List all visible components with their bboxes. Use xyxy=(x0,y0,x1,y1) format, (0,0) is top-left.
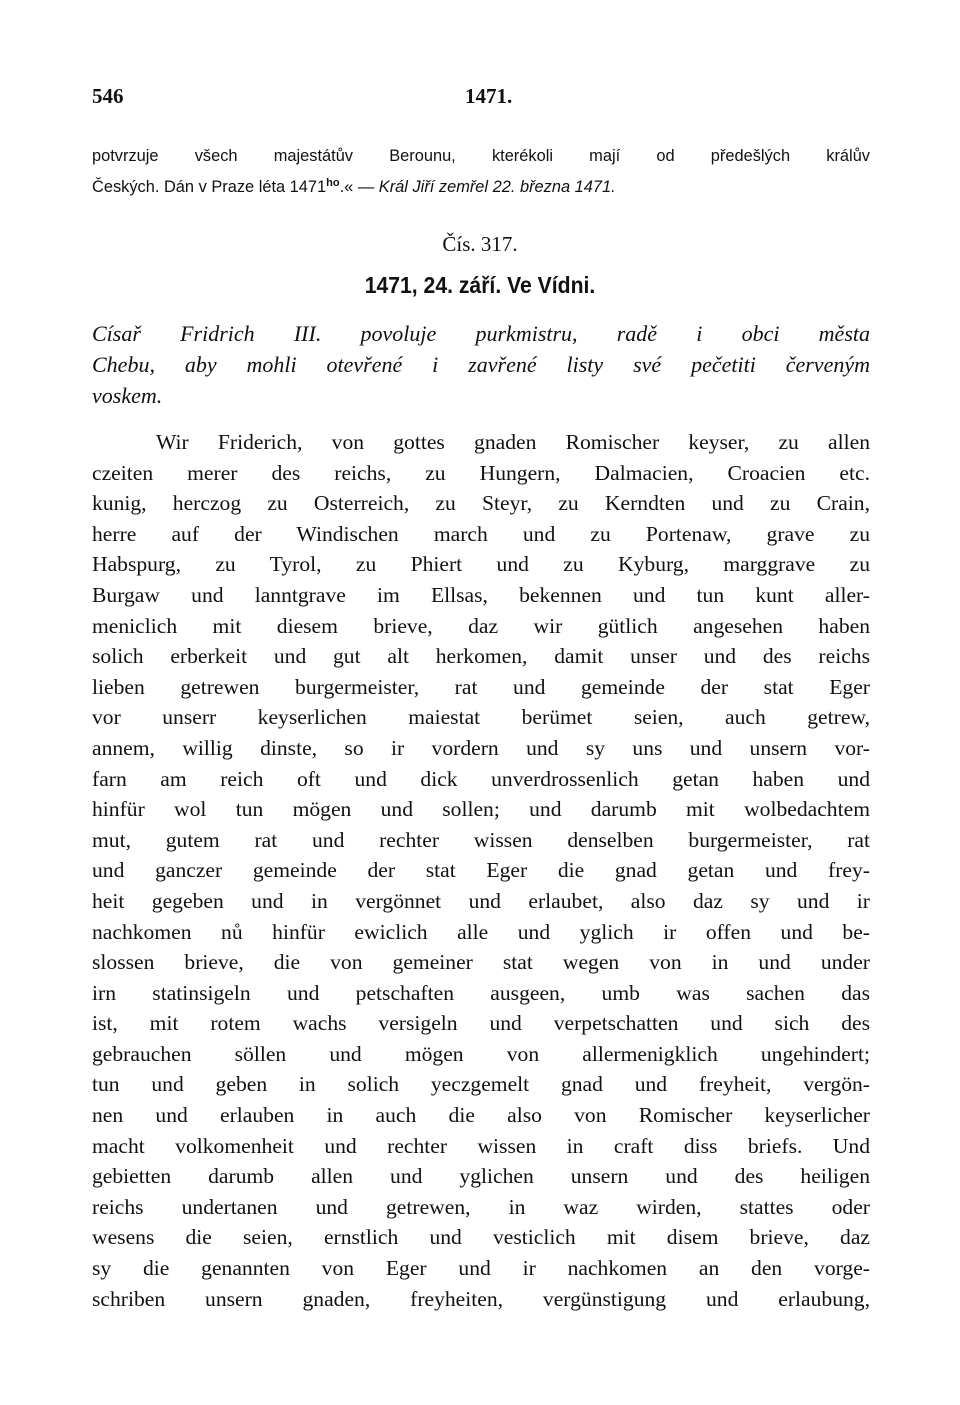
ordinal-suffix: ho xyxy=(326,177,340,189)
summary-line: Císař Fridrich III. povoluje purkmistru, radě i obci města xyxy=(92,321,870,346)
text-line: kunig, herczog zu Osterreich, zu Steyr, zu Kerndten und zu Crain, xyxy=(92,491,870,516)
text-line: annem, willig dinste, so ir vordern und sy uns und unsern vor- xyxy=(92,735,870,760)
document-summary xyxy=(92,318,870,411)
text-line: sy die genannten von Eger und ir nachkomen an den vorge- xyxy=(92,1256,870,1281)
text-line: vor unserr keyserlichen maiestat berümet seien, auch getrew, xyxy=(92,705,870,730)
text-line: herre auf der Windischen march und zu Portenaw, grave zu xyxy=(92,521,870,546)
document-number: Čís. 317. xyxy=(442,232,518,256)
carry-over-line-2-close: .« — xyxy=(339,178,379,196)
text-line: ist, mit rotem wachs versigeln und verpetschatten und sich des xyxy=(92,1011,870,1036)
text-line: nachkomen nů hinfür ewiclich alle und yglich ir offen und be- xyxy=(92,919,870,944)
text-line: nen und erlauben in auch die also von Romischer keyserlicher xyxy=(92,1103,870,1128)
text-line: czeiten merer des reichs, zu Hungern, Dalmacien, Croacien etc. xyxy=(92,460,870,485)
text-line: farn am reich oft und dick unverdrossenlich getan haben und xyxy=(92,766,870,791)
text-line: slossen brieve, die von gemeiner stat wegen von in und under xyxy=(92,950,870,975)
text-line: hinfür wol tun mögen und sollen; und darumb mit wolbedachtem xyxy=(92,797,870,822)
text-line: solich erberkeit und gut alt herkomen, damit unser und des reichs xyxy=(92,644,870,669)
text-line: und ganczer gemeinde der stat Eger die gnad getan und frey- xyxy=(92,858,870,883)
text-line: Habspurg, zu Tyrol, zu Phiert und zu Kyburg, marggrave zu xyxy=(92,552,870,577)
editor-note: Král Jiří zemřel 22. března 1471. xyxy=(378,178,616,196)
text-line: mut, gutem rat und rechter wissen denselben burgermeister, rat xyxy=(92,827,870,852)
text-line: Wir Friderich, von gottes gnaden Romischer keyser, zu allen xyxy=(156,430,870,454)
carry-over-line-1: potvrzuje všech majestátův Berounu, kterékoli mají od předešlých králův xyxy=(92,147,870,165)
text-line: lieben getrewen burgermeister, rat und gemeinde der stat Eger xyxy=(92,674,870,699)
text-line: gebrauchen söllen und mögen von allermenigklich ungehindert; xyxy=(92,1041,870,1066)
document-text xyxy=(92,427,870,1314)
text-line: schriben unsern gnaden, freyheiten, vergünstigung und erlaubung, xyxy=(92,1286,870,1311)
document-date-place: 1471, 24. září. Ve Vídni. xyxy=(364,272,596,298)
text-line: irn statinsigeln und petschaften ausgeen, umb was sachen das xyxy=(92,980,870,1005)
text-line: wesens die seien, ernstlich und vesticlich mit disem brieve, daz xyxy=(92,1225,870,1250)
carry-over-line-2-text: Českých. Dán v Praze léta 1471 xyxy=(92,178,327,196)
running-year: 1471. xyxy=(465,84,513,108)
text-line: reichs undertanen und getrewen, in waz wirden, stattes oder xyxy=(92,1194,870,1219)
text-line: heit gegeben und in vergönnet und erlaubet, also daz sy und ir xyxy=(92,888,870,913)
text-line: meniclich mit diesem brieve, daz wir gütlich angesehen haben xyxy=(92,613,870,638)
text-line: tun und geben in solich yeczgemelt gnad und freyheit, vergön- xyxy=(92,1072,870,1097)
text-line: gebietten darumb allen und yglichen unsern und des heiligen xyxy=(92,1164,870,1189)
text-line: macht volkomenheit und rechter wissen in craft diss briefs. Und xyxy=(92,1133,870,1158)
text-line: Burgaw und lanntgrave im Ellsas, bekennen und tun kunt aller- xyxy=(92,582,870,607)
carry-over-line-2 xyxy=(92,170,870,201)
running-header xyxy=(92,84,872,114)
summary-line: Chebu, aby mohli otevřené i zavřené listy své pečetiti červeným xyxy=(92,352,870,377)
page-number: 546 xyxy=(92,84,124,108)
summary-line: voskem. xyxy=(92,383,163,408)
previous-document-ending xyxy=(92,143,870,201)
